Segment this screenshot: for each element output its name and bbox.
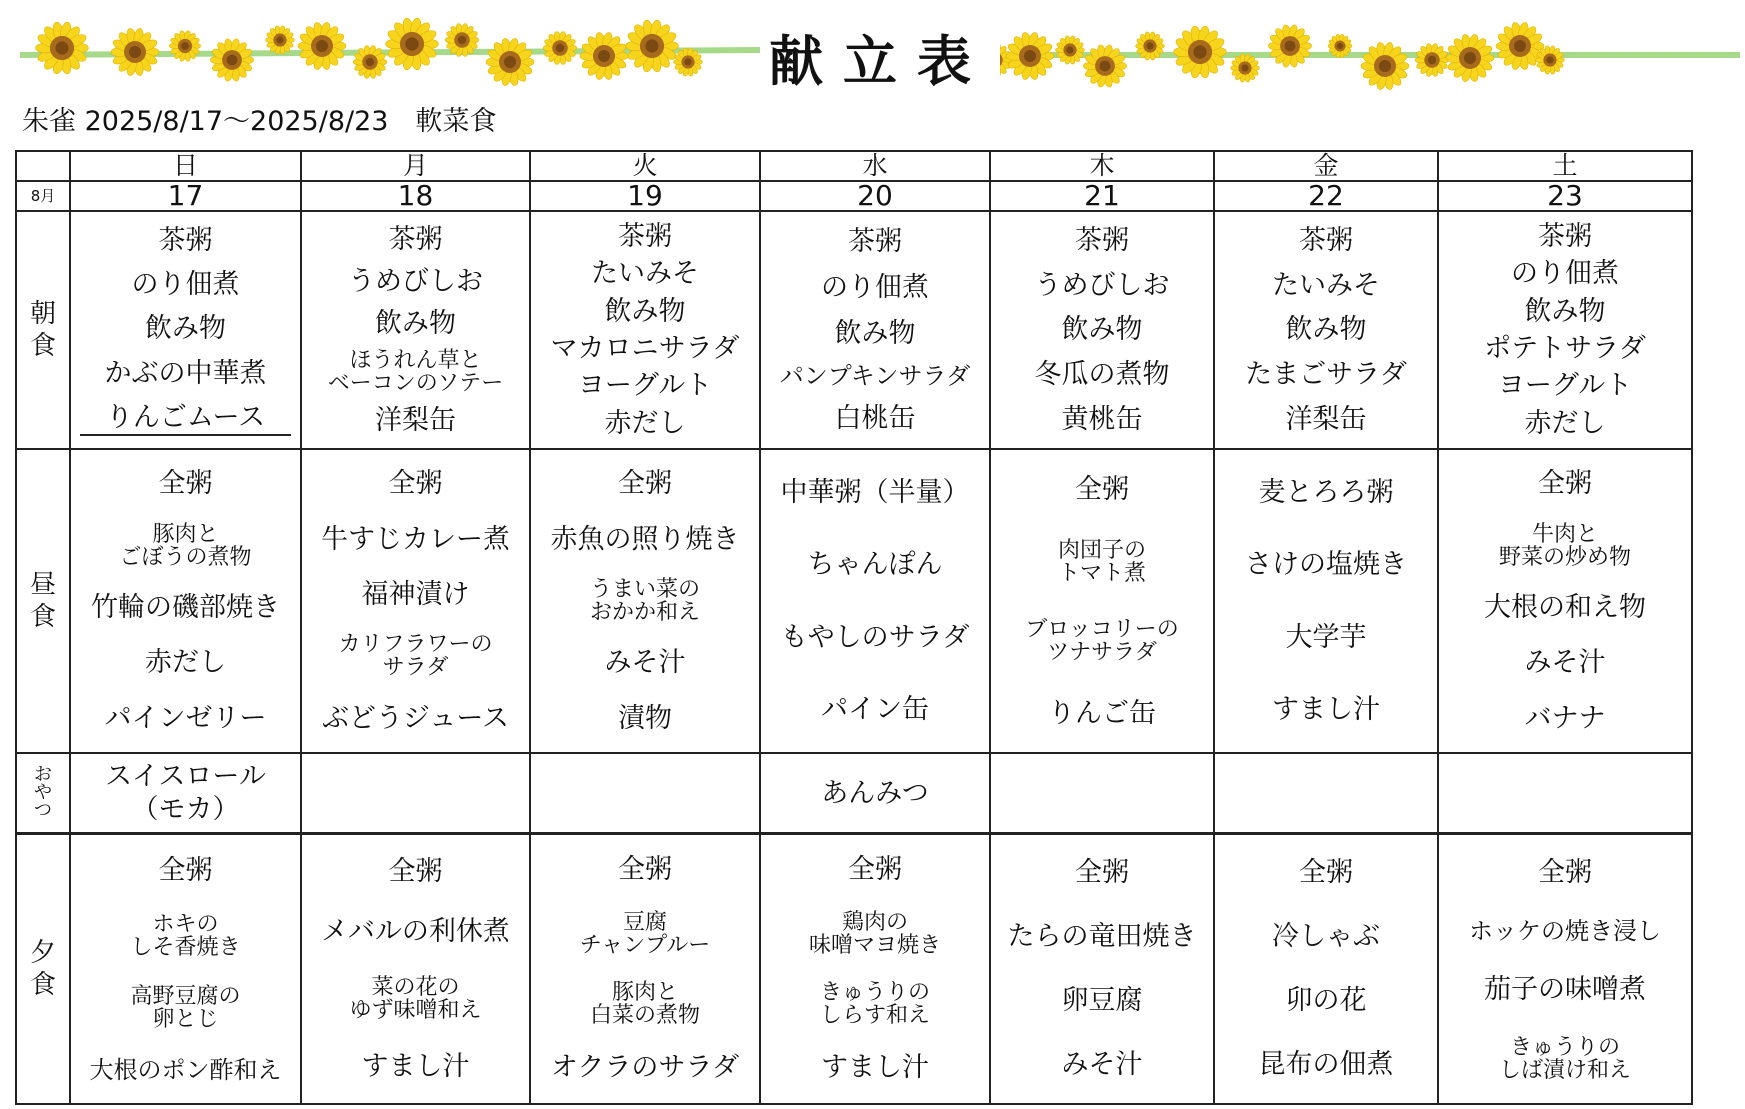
meal-label-char: 夕	[29, 937, 56, 968]
weekday-header: 土	[1438, 151, 1692, 181]
menu-item-line: 牛肉と	[1531, 521, 1598, 547]
menu-item: 赤だし	[1524, 407, 1606, 439]
date-cell: 21	[990, 181, 1214, 211]
menu-item-group	[130, 985, 240, 1031]
meal-label-char: 食	[29, 602, 56, 632]
meal-label-char: や	[34, 782, 52, 803]
menu-item-line: きゅうりの	[1509, 1034, 1620, 1060]
menu-cell	[301, 211, 530, 449]
sunflower-icon	[36, 21, 89, 75]
menu-item: 牛すじカレー煮	[321, 523, 510, 555]
menu-item-line: 野菜の炒め物	[1498, 544, 1631, 570]
menu-cell	[1214, 211, 1438, 449]
menu-item: 洋梨缶	[375, 405, 456, 437]
menu-item: かぶの中華煮	[104, 357, 267, 389]
menu-item: 全粥	[1075, 857, 1129, 889]
menu-cell	[1438, 449, 1692, 753]
month-label: 8月	[16, 181, 70, 211]
menu-item: パイン缶	[821, 694, 929, 726]
sunflower-icon	[626, 19, 679, 73]
menu-item: 全粥	[158, 468, 213, 500]
menu-item: 全粥	[388, 855, 443, 887]
menu-item: あんみつ	[821, 777, 929, 809]
menu-item-group	[820, 981, 930, 1027]
menu-item: 茶粥	[1075, 224, 1129, 256]
menu-item: 飲み物	[375, 307, 456, 339]
menu-item-group	[349, 976, 481, 1022]
menu-item: 全粥	[618, 468, 672, 500]
menu-item: 全粥	[388, 468, 443, 500]
menu-item-line: ブロッコリーの	[1025, 616, 1179, 642]
menu-item: 冷しゃぶ	[1272, 921, 1380, 953]
sunflower-icon	[1496, 22, 1544, 71]
menu-item: パンプキンサラダ	[779, 362, 971, 391]
dinner-row	[16, 834, 1692, 1104]
menu-cell	[1214, 449, 1438, 753]
menu-cell	[70, 211, 301, 449]
menu-item: 大根の和え物	[1484, 591, 1646, 623]
menu-item: 福神漬け	[361, 578, 470, 610]
menu-cell	[1214, 753, 1438, 834]
menu-item: 茄子の味噌煮	[1484, 974, 1646, 1006]
menu-item: 麦とろろ粥	[1258, 476, 1394, 508]
menu-cell	[760, 834, 990, 1104]
menu-item: 卯の花	[1285, 985, 1367, 1017]
meal-label-char: 朝	[29, 299, 56, 329]
menu-item-group	[809, 911, 941, 957]
menu-item: たいみそ	[1272, 269, 1380, 301]
menu-cell	[990, 834, 1214, 1104]
menu-item-group	[130, 913, 240, 959]
menu-item-line: 卵とじ	[152, 1007, 219, 1033]
menu-item-line: 豚肉と	[152, 521, 219, 547]
menu-item: 黄桃缶	[1061, 404, 1143, 436]
menu-item: 昆布の佃煮	[1258, 1049, 1394, 1081]
date-row	[16, 181, 1692, 211]
menu-item: 卵豆腐	[1061, 985, 1143, 1017]
meal-label-lunch	[16, 449, 70, 753]
menu-cell	[301, 834, 530, 1104]
weekday-header: 水	[760, 151, 990, 181]
menu-item: 白桃缶	[834, 403, 916, 435]
menu-item: たまごサラダ	[1245, 359, 1407, 391]
menu-item-line: おかか和え	[589, 599, 700, 625]
menu-item: すまし汁	[1272, 694, 1380, 726]
menu-item: 飲み物	[145, 313, 226, 345]
menu-item-group	[1499, 1036, 1631, 1082]
sunflower-icon	[1361, 42, 1409, 91]
menu-item-line: 鶏肉の	[841, 909, 908, 935]
date-cell: 17	[70, 181, 301, 211]
menu-item: 飲み物	[1524, 295, 1606, 327]
menu-cell	[70, 834, 301, 1104]
menu-item-group	[580, 911, 710, 957]
sunflower-icon	[1415, 43, 1449, 77]
menu-item: たいみそ	[591, 258, 699, 290]
menu-item-line: ゆず味噌和え	[349, 998, 482, 1024]
page-title: 献立表	[760, 22, 1000, 102]
menu-item: 飲み物	[604, 295, 686, 327]
weekday-header: 木	[990, 151, 1214, 181]
meal-label-char: お	[34, 764, 52, 785]
menu-cell	[990, 211, 1214, 449]
menu-item: 全粥	[618, 854, 672, 886]
menu-item: メバルの利休煮	[321, 916, 510, 948]
menu-item: 赤だし	[604, 407, 686, 439]
menu-cell	[760, 449, 990, 753]
menu-cell	[990, 449, 1214, 753]
sunflower-icon	[210, 38, 253, 82]
sunflower-icon	[111, 28, 159, 77]
menu-item: 茶粥	[158, 224, 213, 256]
menu-item-line: 白菜の煮物	[589, 1002, 700, 1028]
menu-item: パインゼリー	[104, 702, 267, 734]
menu-cell	[1438, 834, 1692, 1104]
menu-item-line: 菜の花の	[371, 975, 460, 1001]
menu-item-line: しば漬け和え	[1498, 1057, 1631, 1083]
menu-item-group	[338, 633, 492, 679]
menu-item: （モカ）	[131, 794, 240, 825]
sunflower-icon	[580, 32, 628, 81]
menu-item: りんご缶	[1048, 697, 1156, 729]
breakfast-row	[16, 211, 1692, 449]
menu-item: すまし汁	[361, 1050, 470, 1082]
menu-item: ぶどうジュース	[321, 702, 510, 734]
menu-cell	[1214, 834, 1438, 1104]
menu-item: 飲み物	[1285, 314, 1367, 346]
menu-item-line: チャンプルー	[579, 932, 711, 958]
weekday-header: 金	[1214, 151, 1438, 181]
weekday-header: 月	[301, 151, 530, 181]
menu-item: 全粥	[848, 854, 902, 886]
menu-cell	[760, 753, 990, 834]
menu-item: 全粥	[1299, 857, 1353, 889]
menu-cell	[530, 449, 760, 753]
menu-item: マカロニサラダ	[550, 333, 740, 365]
menu-item: ポテトサラダ	[1484, 333, 1646, 365]
menu-item: 中華粥（半量）	[780, 476, 970, 508]
weekday-header: 火	[530, 151, 760, 181]
menu-item-line: ツナサラダ	[1047, 639, 1157, 665]
menu-item-line: トマト煮	[1057, 560, 1146, 586]
menu-cell	[1438, 211, 1692, 449]
menu-item: 飲み物	[1061, 314, 1143, 346]
menu-item-line: ホキの	[152, 912, 219, 938]
menu-item: 全粥	[1075, 473, 1129, 505]
meal-label-dinner	[16, 834, 70, 1104]
date-cell: 22	[1214, 181, 1438, 211]
menu-item: みそ汁	[604, 647, 686, 679]
menu-item: 全粥	[1538, 856, 1592, 888]
menu-item-line: 味噌マヨ焼き	[808, 932, 941, 958]
menu-item: オクラのサラダ	[550, 1052, 740, 1084]
menu-cell	[990, 753, 1214, 834]
menu-item: 全粥	[1538, 468, 1592, 500]
meal-label-breakfast	[16, 211, 70, 449]
sunflower-icon	[486, 38, 534, 87]
menu-item: 茶粥	[388, 223, 443, 255]
menu-item: 赤魚の照り焼き	[550, 523, 740, 555]
menu-item: 茶粥	[618, 221, 672, 253]
menu-item: うめびしお	[348, 265, 483, 297]
menu-cell	[301, 449, 530, 753]
menu-cell	[70, 449, 301, 753]
menu-item: 竹輪の磯部焼き	[91, 591, 280, 623]
weekday-header: 日	[70, 151, 301, 181]
sunflower-icon	[169, 30, 200, 62]
sunflower-icon	[1268, 24, 1311, 68]
sunflower-icon	[543, 31, 577, 65]
menu-item-group	[328, 349, 504, 395]
menu-item: 茶粥	[1299, 224, 1353, 256]
menu-item: 茶粥	[848, 225, 902, 257]
menu-item-line: 豚肉と	[611, 979, 678, 1005]
menu-item: スイスロール	[105, 761, 266, 792]
menu-item-group	[590, 578, 700, 624]
menu-item: みそ汁	[1061, 1049, 1143, 1081]
menu-item-group	[590, 981, 700, 1027]
lunch-row	[16, 449, 1692, 753]
menu-item-line: きゅうりの	[819, 979, 930, 1005]
menu-item-group	[1058, 539, 1146, 585]
weekday-row	[16, 151, 1692, 181]
menu-item-line: しらす和え	[819, 1002, 930, 1028]
sunflower-icon	[1446, 34, 1494, 83]
sunflower-icon	[1174, 25, 1227, 79]
menu-cell	[70, 753, 301, 834]
meal-label-char: 食	[29, 969, 56, 1000]
menu-item: ちゃんぽん	[807, 549, 943, 581]
date-cell: 20	[760, 181, 990, 211]
meal-label-char: 食	[29, 331, 56, 361]
menu-item-line: 豆腐	[622, 909, 667, 935]
menu-cell	[301, 753, 530, 834]
menu-item: 冬瓜の煮物	[1034, 359, 1170, 391]
meal-label-char: つ	[34, 800, 52, 821]
snack-row	[16, 753, 1692, 834]
menu-item: ヨーグルト	[1497, 370, 1633, 402]
menu-item: もやしのサラダ	[780, 621, 970, 653]
menu-cell	[1438, 753, 1692, 834]
menu-cell	[530, 211, 760, 449]
menu-item: 飲み物	[834, 317, 916, 349]
date-cell: 23	[1438, 181, 1692, 211]
menu-item: うめびしお	[1034, 269, 1170, 301]
menu-table	[15, 150, 1693, 1105]
date-cell: 19	[530, 181, 760, 211]
menu-cell	[530, 834, 760, 1104]
menu-item-line: ベーコンのソテー	[327, 371, 504, 397]
menu-cell	[530, 753, 760, 834]
menu-item: バナナ	[1524, 702, 1606, 734]
menu-item: すまし汁	[821, 1052, 929, 1084]
menu-item-line: カリフラワーの	[338, 632, 493, 658]
menu-item-group	[119, 523, 251, 569]
sunflower-icon	[386, 17, 439, 71]
menu-item: ホッケの焼き浸し	[1469, 917, 1661, 946]
menu-item: さけの塩焼き	[1245, 549, 1407, 581]
menu-item: 漬物	[618, 702, 672, 734]
menu-item: ヨーグルト	[577, 370, 713, 402]
menu-item: 大根のポン酢和え	[89, 1056, 282, 1085]
menu-item-line: しそ香焼き	[130, 935, 241, 961]
menu-item-line: サラダ	[382, 655, 449, 681]
menu-item: 全粥	[158, 855, 213, 887]
sunflower-icon	[1083, 44, 1126, 88]
menu-item: みそ汁	[1524, 647, 1606, 679]
menu-item: のり佃煮	[821, 271, 929, 303]
sunflower-icon	[1006, 32, 1054, 81]
sunflower-icon	[1056, 35, 1085, 64]
menu-item-line: 高野豆腐の	[130, 984, 241, 1010]
menu-item-group	[1499, 523, 1631, 569]
menu-item: 赤だし	[145, 647, 226, 679]
menu-item: 大学芋	[1285, 621, 1367, 653]
menu-item: のり佃煮	[1511, 258, 1619, 290]
meal-label-char: 昼	[29, 570, 56, 600]
menu-item: のり佃煮	[131, 269, 240, 301]
menu-item: 茶粥	[1538, 221, 1592, 253]
menu-subtitle: 朱雀 2025/8/17～2025/8/23 軟菜食	[22, 106, 497, 137]
menu-item-group	[1025, 618, 1179, 664]
menu-item-line: うまい菜の	[589, 576, 700, 602]
menu-item: りんごムース	[80, 401, 291, 436]
menu-item: 洋梨缶	[1285, 404, 1367, 436]
sunflower-icon	[298, 22, 346, 71]
menu-item-line: 肉団子の	[1057, 537, 1146, 563]
meal-label-snack	[16, 753, 70, 834]
menu-item-line: ほうれん草と	[349, 348, 482, 374]
menu-cell	[760, 211, 990, 449]
menu-item: たらの竜田焼き	[1007, 921, 1197, 953]
date-cell: 18	[301, 181, 530, 211]
corner-cell	[16, 151, 70, 181]
menu-item-line: ごぼうの煮物	[119, 544, 252, 570]
